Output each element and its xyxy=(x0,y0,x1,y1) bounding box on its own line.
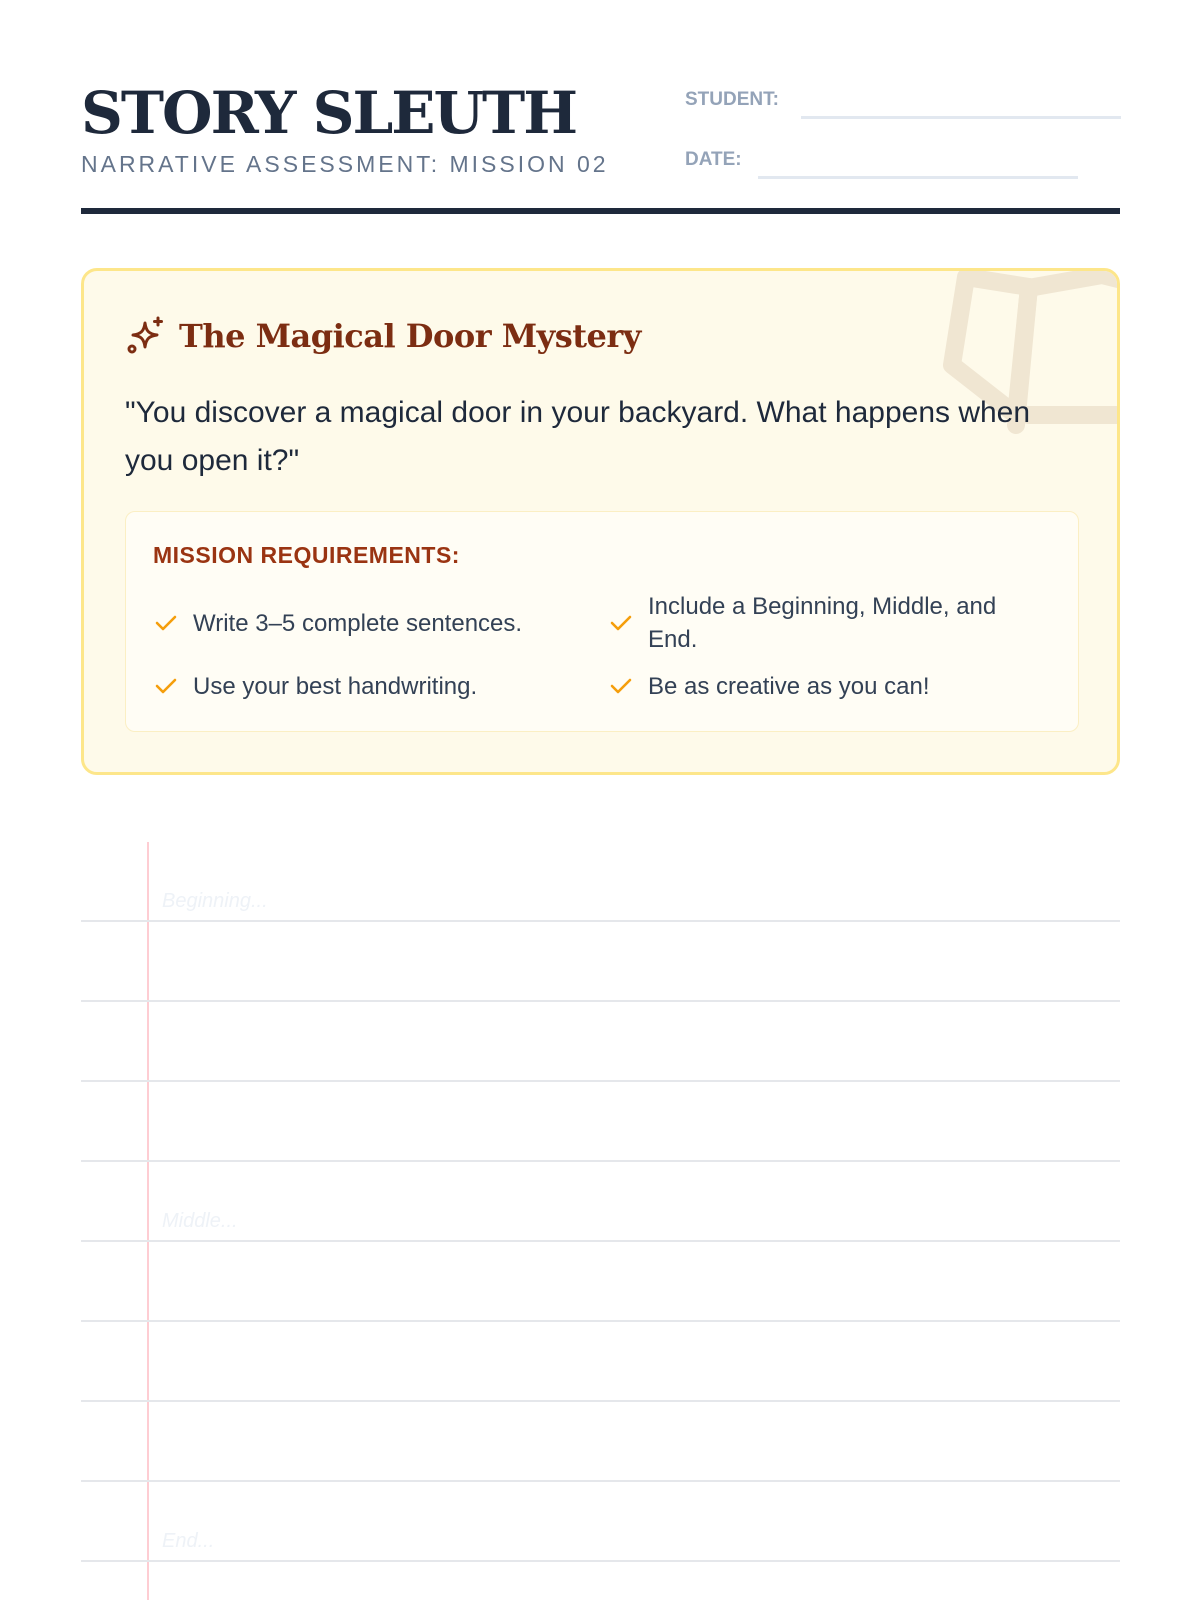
check-icon xyxy=(153,673,179,699)
worksheet-subtitle: NARRATIVE ASSESSMENT: MISSION 02 xyxy=(81,151,609,177)
student-name-line[interactable] xyxy=(801,116,1121,119)
writing-line xyxy=(81,1080,1120,1082)
writing-line xyxy=(81,1240,1120,1242)
margin-line xyxy=(147,842,149,1600)
writing-line xyxy=(81,920,1120,922)
card-title-row xyxy=(125,316,641,356)
requirement-text: Use your best handwriting. xyxy=(193,672,478,700)
worksheet-title: STORY SLEUTH xyxy=(81,79,576,147)
beginning-hint: Beginning... xyxy=(162,890,268,912)
requirement-item xyxy=(153,606,573,640)
requirement-item xyxy=(153,669,573,703)
date-label: DATE: xyxy=(685,149,742,170)
requirement-item xyxy=(608,590,1028,656)
writing-line xyxy=(81,1000,1120,1002)
requirement-item xyxy=(608,669,1028,703)
requirements-box xyxy=(125,511,1079,732)
card-title: The Magical Door Mystery xyxy=(179,317,641,355)
story-prompt: "You discover a magical door in your backyard. What happens when you open it?" xyxy=(125,396,1031,477)
writing-line xyxy=(81,1320,1120,1322)
writing-line xyxy=(81,1480,1120,1482)
check-icon xyxy=(608,610,634,636)
date-line[interactable] xyxy=(758,176,1078,179)
prompt-card xyxy=(81,268,1120,775)
writing-area[interactable] xyxy=(81,842,1120,1600)
middle-hint: Middle... xyxy=(162,1210,238,1232)
writing-line xyxy=(81,1160,1120,1162)
requirement-text: Write 3–5 complete sentences. xyxy=(193,609,523,637)
student-label: STUDENT: xyxy=(685,89,779,110)
end-hint: End... xyxy=(162,1530,215,1552)
writing-line xyxy=(81,1560,1120,1562)
requirement-text: Include a Beginning, Middle, and End. xyxy=(648,593,997,653)
requirements-heading: MISSION REQUIREMENTS: xyxy=(153,542,460,568)
sparkles-icon xyxy=(125,316,165,356)
check-icon xyxy=(608,673,634,699)
requirement-text: Be as creative as you can! xyxy=(648,672,930,700)
writing-line xyxy=(81,1400,1120,1402)
check-icon xyxy=(153,610,179,636)
worksheet-header xyxy=(81,80,1120,214)
